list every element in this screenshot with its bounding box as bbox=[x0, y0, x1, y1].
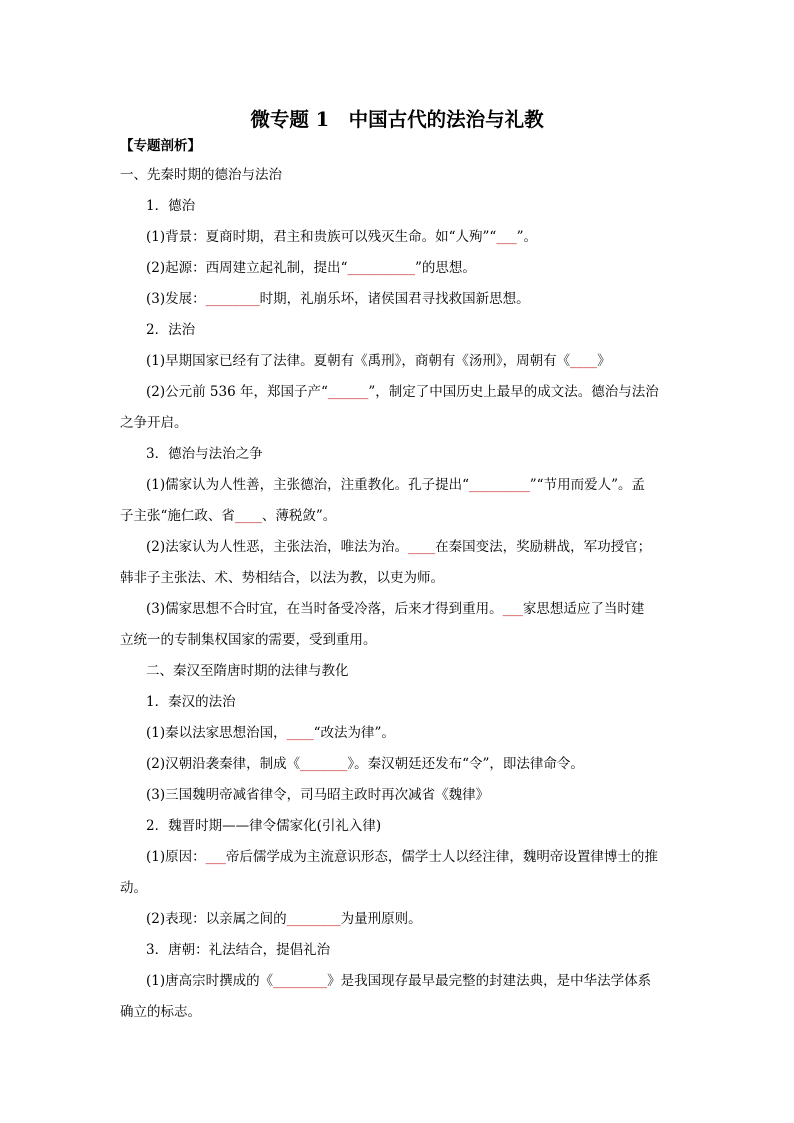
line-text: 二、秦汉至隋唐时期的法律与教化 bbox=[146, 663, 349, 679]
text-line bbox=[146, 475, 680, 495]
text-line bbox=[146, 320, 680, 340]
fill-in-blank: ______ bbox=[327, 384, 369, 400]
fill-in-blank: ____ bbox=[234, 508, 262, 524]
text-line bbox=[146, 382, 680, 402]
fill-in-blank: ________ bbox=[273, 973, 328, 989]
text-line bbox=[146, 227, 680, 247]
text-line bbox=[146, 444, 680, 464]
text-line bbox=[120, 506, 680, 526]
line-text: 一、先秦时期的德治与法治 bbox=[120, 167, 282, 183]
text-line bbox=[120, 568, 680, 588]
fill-in-blank: ___ bbox=[502, 601, 523, 617]
text-line bbox=[146, 909, 680, 929]
line-text: ”，制定了中国历史上最早的成文法。德治与法治 bbox=[368, 384, 659, 400]
line-text: ”的思想。 bbox=[415, 260, 476, 276]
text-line bbox=[146, 971, 680, 991]
text-line bbox=[146, 196, 680, 216]
text-line bbox=[146, 816, 680, 836]
text-line bbox=[146, 785, 680, 805]
line-text: 在秦国变法，奖励耕战，军功授官； bbox=[435, 539, 652, 555]
line-text: (1)儒家认为人性善，主张德治，注重教化。孔子提出“ bbox=[146, 477, 470, 493]
page-title: 微专题 1 中国古代的法治与礼教 bbox=[250, 108, 544, 131]
fill-in-blank: ____ bbox=[286, 725, 314, 741]
line-text: (2)公元前 536 年，郑国子产“ bbox=[146, 384, 328, 400]
line-text: 1．秦汉的法治 bbox=[146, 694, 236, 710]
line-text: (2)法家认为人性恶，主张法治，唯法为治。 bbox=[146, 539, 409, 555]
text-line bbox=[146, 258, 680, 278]
line-text: 1．德治 bbox=[146, 198, 196, 214]
line-text: (1)背景：夏商时期，君主和贵族可以残灭生命。如“人殉”“ bbox=[146, 229, 497, 245]
fill-in-blank: ________ bbox=[286, 911, 341, 927]
line-text: 韩非子主张法、术、势相结合，以法为教，以吏为师。 bbox=[120, 570, 444, 586]
line-text: 为量刑原则。 bbox=[340, 911, 422, 927]
line-text: (3)三国魏明帝减省律令，司马昭主政时再次减省《魏律》 bbox=[146, 787, 490, 803]
text-line bbox=[146, 847, 680, 867]
fill-in-blank: ____ bbox=[570, 353, 598, 369]
line-text: 【专题剖析】 bbox=[120, 138, 201, 154]
text-line bbox=[146, 940, 680, 960]
line-text: 时期，礼崩乐坏，诸侯国君寻找救国新思想。 bbox=[259, 291, 530, 307]
text-line bbox=[120, 136, 680, 156]
line-text: 动。 bbox=[120, 880, 147, 896]
line-text: 帝后儒学成为主流意识形态，儒学士人以经注律，魏明帝设置律博士的推 bbox=[225, 849, 658, 865]
text-line bbox=[120, 1002, 680, 1022]
line-text: 、薄税敛”。 bbox=[261, 508, 337, 524]
text-line bbox=[146, 537, 680, 557]
line-text: 3．德治与法治之争 bbox=[146, 446, 263, 462]
line-text: 家思想适应了当时建 bbox=[522, 601, 645, 617]
line-text: 子主张“施仁政、省 bbox=[120, 508, 235, 524]
line-text: (2)表现：以亲属之间的 bbox=[146, 911, 287, 927]
line-text: 》是我国现存最早最完整的封建法典，是中华法学体系 bbox=[327, 973, 652, 989]
text-line bbox=[146, 723, 680, 743]
line-text: (1)早期国家已经有了法律。夏朝有《禹刑》，商朝有《汤刑》，周朝有《 bbox=[146, 353, 571, 369]
line-text: ”。 bbox=[516, 229, 537, 245]
text-line bbox=[146, 754, 680, 774]
line-text: ”“节用而爱人”。孟 bbox=[529, 477, 645, 493]
fill-in-blank: ___ bbox=[205, 849, 226, 865]
text-line bbox=[146, 661, 680, 681]
text-line bbox=[146, 599, 680, 619]
text-line bbox=[120, 413, 680, 433]
line-text: 2．魏晋时期——律令儒家化(引礼入律) bbox=[146, 818, 382, 834]
line-text: (1)原因： bbox=[146, 849, 206, 865]
fill-in-blank: ____ bbox=[408, 539, 436, 555]
text-line bbox=[120, 165, 680, 185]
fill-in-blank: __________ bbox=[347, 260, 416, 276]
fill-in-blank: _________ bbox=[469, 477, 530, 493]
line-text: 3．唐朝：礼法结合，提倡礼治 bbox=[146, 942, 331, 958]
line-text: (2)起源：西周建立起礼制，提出“ bbox=[146, 260, 348, 276]
line-text: (2)汉朝沿袭秦律，制成《 bbox=[146, 756, 301, 772]
text-line bbox=[146, 351, 680, 371]
line-text: 2．法治 bbox=[146, 322, 196, 338]
line-text: “改法为律”。 bbox=[313, 725, 395, 741]
text-line bbox=[146, 692, 680, 712]
text-line bbox=[146, 289, 680, 309]
line-text: (3)发展： bbox=[146, 291, 206, 307]
line-text: (1)唐高宗时撰成的《 bbox=[146, 973, 274, 989]
line-text: 确立的标志。 bbox=[120, 1004, 201, 1020]
line-text: (3)儒家思想不合时宜，在当时备受冷落，后来才得到重用。 bbox=[146, 601, 503, 617]
fill-in-blank: _______ bbox=[300, 756, 348, 772]
text-line bbox=[120, 878, 680, 898]
fill-in-blank: ________ bbox=[205, 291, 260, 307]
line-text: 》。秦汉朝廷还发布“令”，即法律命令。 bbox=[347, 756, 584, 772]
text-line bbox=[120, 630, 680, 650]
line-text: 之争开启。 bbox=[120, 415, 188, 431]
fill-in-blank: ___ bbox=[496, 229, 517, 245]
line-text: 》 bbox=[597, 353, 611, 369]
line-text: (1)秦以法家思想治国， bbox=[146, 725, 287, 741]
line-text: 立统一的专制集权国家的需要，受到重用。 bbox=[120, 632, 377, 648]
